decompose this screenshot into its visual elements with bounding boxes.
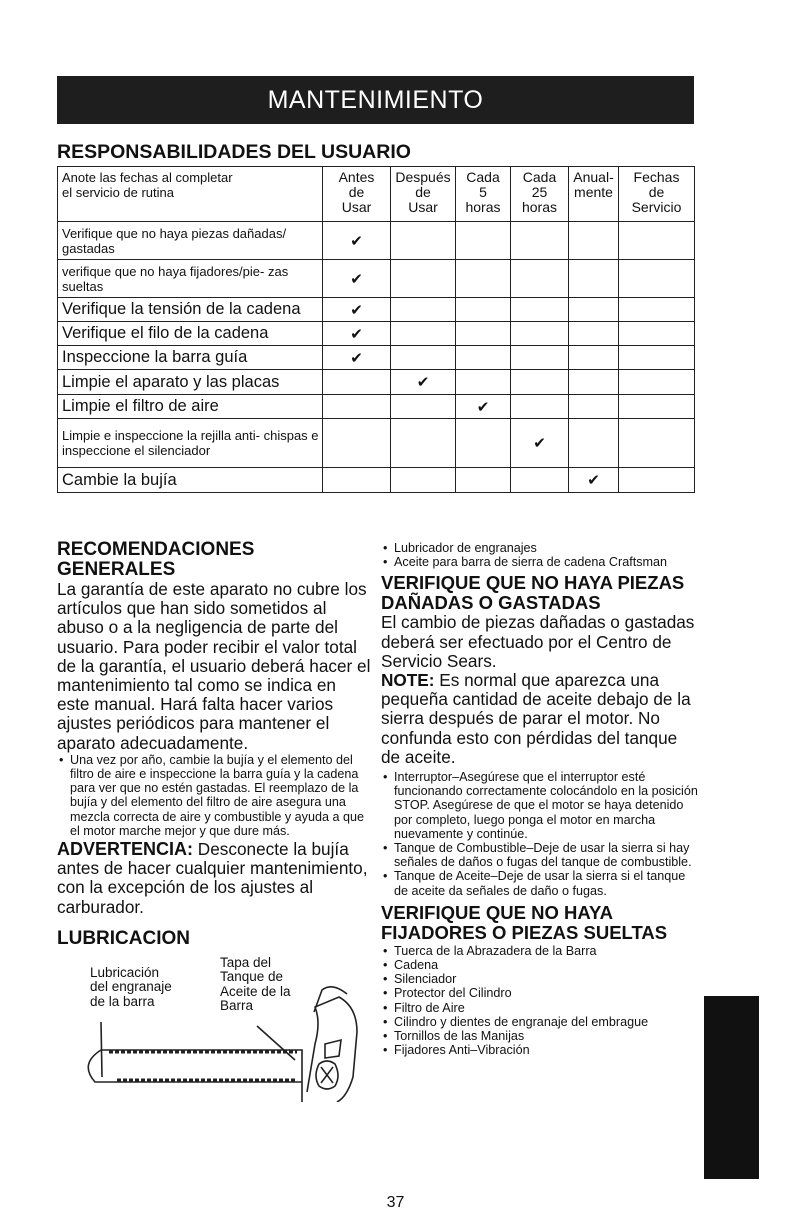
empty-cell (456, 260, 511, 298)
empty-cell (456, 322, 511, 346)
table-row (58, 419, 695, 468)
check-mark: ✔ (323, 346, 391, 370)
check-mark: ✔ (323, 298, 391, 322)
table-row (58, 260, 695, 298)
list-item: • Cilindro y dientes de engranaje del embrague (381, 1015, 701, 1029)
list-item: • Una vez por año, cambie la bujía y el elemento del filtro de aire e inspeccione la barra guía y la cadena para ver que no estén gastadas. El reemplazo de la bujía y del elemento del filtro de aire asegura una mezcla correcta de aire y combustible y ayuda a que el motor marche mejor y que dure más. (57, 753, 371, 838)
check-mark: ✔ (511, 419, 569, 468)
table-row (58, 468, 695, 493)
figure-label-gear: Lubricación del engranaje de la barra (90, 964, 172, 1009)
empty-cell (619, 298, 695, 322)
check-mark: ✔ (391, 370, 456, 395)
empty-cell (391, 222, 456, 260)
table-row (58, 346, 695, 370)
recommendations-body: La garantía de este aparato no cubre los artículos que han sido sometidos al abuso o a la negligencia de parte del usuario. Para poder recibir el valor total de la garantía, el usuario deberá hacer el mantenimiento tal como se indica en este manual. Hará falta hacer varios ajustes periódicos para mantener el aparato adecuadamente. (57, 579, 371, 753)
list-item: • Cadena (381, 958, 701, 972)
right-column (381, 541, 701, 1057)
empty-cell (619, 395, 695, 419)
loose-fasteners-title: VERIFIQUE QUE NO HAYA FIJADORES O PIEZAS SUELTAS (381, 901, 668, 943)
empty-cell (569, 346, 619, 370)
task-cell: Limpie el aparato y las placas (58, 370, 323, 395)
table-row (58, 370, 695, 395)
check-mark: ✔ (456, 395, 511, 419)
section-edge-tab (704, 996, 759, 1179)
page-number: 37 (386, 1194, 405, 1211)
task-cell: Limpie e inspeccione la rejilla anti- chispas e inspeccione el silenciador (58, 419, 323, 468)
table-row (58, 322, 695, 346)
header-col-fechas: Fechas de Servicio (619, 167, 695, 222)
note-paragraph: NOTE: Es normal que aparezca una pequeña cantidad de aceite debajo de la sierra después de parar el motor. No confunda esto con pérdidas del tanque de aceite. (381, 670, 691, 767)
empty-cell (569, 395, 619, 419)
list-item: • Tanque de Aceite–Deje de usar la sierra si el tanque de aceite da señales de daño o fugas. (381, 869, 701, 897)
task-cell: Verifique que no haya piezas dañadas/ gastadas (58, 222, 323, 260)
empty-cell (569, 298, 619, 322)
list-item: • Interruptor–Asegúrese que el interruptor esté funcionando correctamente colocándolo en la posición STOP. Asegúrese de que el motor se haya detenido por completo, luego ponga el motor en marcha nuevamente y continúe. (381, 770, 701, 841)
empty-cell (619, 222, 695, 260)
warning-paragraph: ADVERTENCIA: Desconecte la bujía antes de hacer cualquier mantenimiento, con la excepción de los ajustes al carburador. (57, 839, 368, 917)
table-header-row (58, 167, 695, 222)
empty-cell (511, 468, 569, 493)
header-col-despues: Después de Usar (391, 167, 456, 222)
check-mark: ✔ (323, 222, 391, 260)
header-col-25h: Cada 25 horas (511, 167, 569, 222)
task-cell: Verifique el filo de la cadena (58, 322, 323, 346)
empty-cell (391, 260, 456, 298)
empty-cell (323, 468, 391, 493)
task-cell: verifique que no haya fijadores/pie- zas sueltas (58, 260, 323, 298)
empty-cell (391, 419, 456, 468)
list-item: • Filtro de Aire (381, 1001, 701, 1015)
empty-cell (511, 222, 569, 260)
recommendations-list (57, 753, 371, 838)
empty-cell (456, 222, 511, 260)
empty-cell (391, 346, 456, 370)
section-title: RESPONSABILIDADES DEL USUARIO (57, 141, 411, 163)
lubricant-list (381, 541, 701, 569)
check-mark: ✔ (323, 260, 391, 298)
empty-cell (569, 419, 619, 468)
table-row (58, 222, 695, 260)
list-item: • Aceite para barra de sierra de cadena Craftsman (381, 555, 701, 569)
empty-cell (456, 298, 511, 322)
figure-label-oil-cap: Tapa del Tanque de Aceite de la Barra (220, 954, 291, 1014)
damaged-parts-body: El cambio de piezas dañadas o gastadas deberá ser efectuado por el Centro de Servicio Sears. (381, 612, 695, 671)
check-mark: ✔ (323, 322, 391, 346)
task-cell: Limpie el filtro de aire (58, 395, 323, 419)
chainsaw-bar-illustration (57, 952, 371, 1102)
empty-cell (619, 468, 695, 493)
empty-cell (619, 260, 695, 298)
empty-cell (323, 419, 391, 468)
damaged-parts-list (381, 770, 701, 898)
empty-cell (511, 395, 569, 419)
empty-cell (456, 370, 511, 395)
check-mark: ✔ (569, 468, 619, 493)
empty-cell (569, 222, 619, 260)
damaged-parts-title: VERIFIQUE QUE NO HAYA PIEZAS DAÑADAS O GASTADAS (381, 572, 685, 614)
list-item: • Lubricador de engranajes (381, 541, 701, 555)
left-column (57, 540, 371, 1102)
lubrication-figure (57, 952, 371, 1102)
list-item: • Silenciador (381, 972, 701, 986)
empty-cell (391, 322, 456, 346)
list-item: • Tornillos de las Manijas (381, 1029, 701, 1043)
empty-cell (456, 468, 511, 493)
empty-cell (511, 260, 569, 298)
empty-cell (391, 395, 456, 419)
empty-cell (619, 370, 695, 395)
task-cell: Cambie la bujía (58, 468, 323, 493)
empty-cell (511, 370, 569, 395)
empty-cell (619, 346, 695, 370)
table-row (58, 395, 695, 419)
empty-cell (323, 370, 391, 395)
loose-fasteners-list (381, 944, 701, 1058)
lubrication-title: LUBRICACION (57, 927, 190, 949)
list-item: • Tanque de Combustible–Deje de usar la sierra si hay señales de daños o fugas del tanque de combustible. (381, 841, 701, 869)
task-cell: Verifique la tensión de la cadena (58, 298, 323, 322)
empty-cell (323, 395, 391, 419)
maintenance-table (57, 166, 695, 493)
header-col-antes: Antes de Usar (323, 167, 391, 222)
table-row (58, 298, 695, 322)
empty-cell (569, 260, 619, 298)
empty-cell (619, 322, 695, 346)
recommendations-title: RECOMENDACIONES GENERALES (57, 539, 255, 580)
empty-cell (391, 298, 456, 322)
empty-cell (456, 346, 511, 370)
empty-cell (569, 322, 619, 346)
section-banner: MANTENIMIENTO (57, 76, 694, 124)
empty-cell (511, 346, 569, 370)
list-item: • Tuerca de la Abrazadera de la Barra (381, 944, 701, 958)
task-cell: Inspeccione la barra guía (58, 346, 323, 370)
empty-cell (511, 322, 569, 346)
empty-cell (511, 298, 569, 322)
empty-cell (619, 419, 695, 468)
list-item: • Protector del Cilindro (381, 986, 701, 1000)
empty-cell (569, 370, 619, 395)
header-col-anual: Anual- mente (569, 167, 619, 222)
header-col-5h: Cada 5 horas (456, 167, 511, 222)
header-task: Anote las fechas al completar el servicio de rutina (58, 167, 323, 222)
empty-cell (456, 419, 511, 468)
empty-cell (391, 468, 456, 493)
list-item: • Fijadores Anti–Vibración (381, 1043, 701, 1057)
